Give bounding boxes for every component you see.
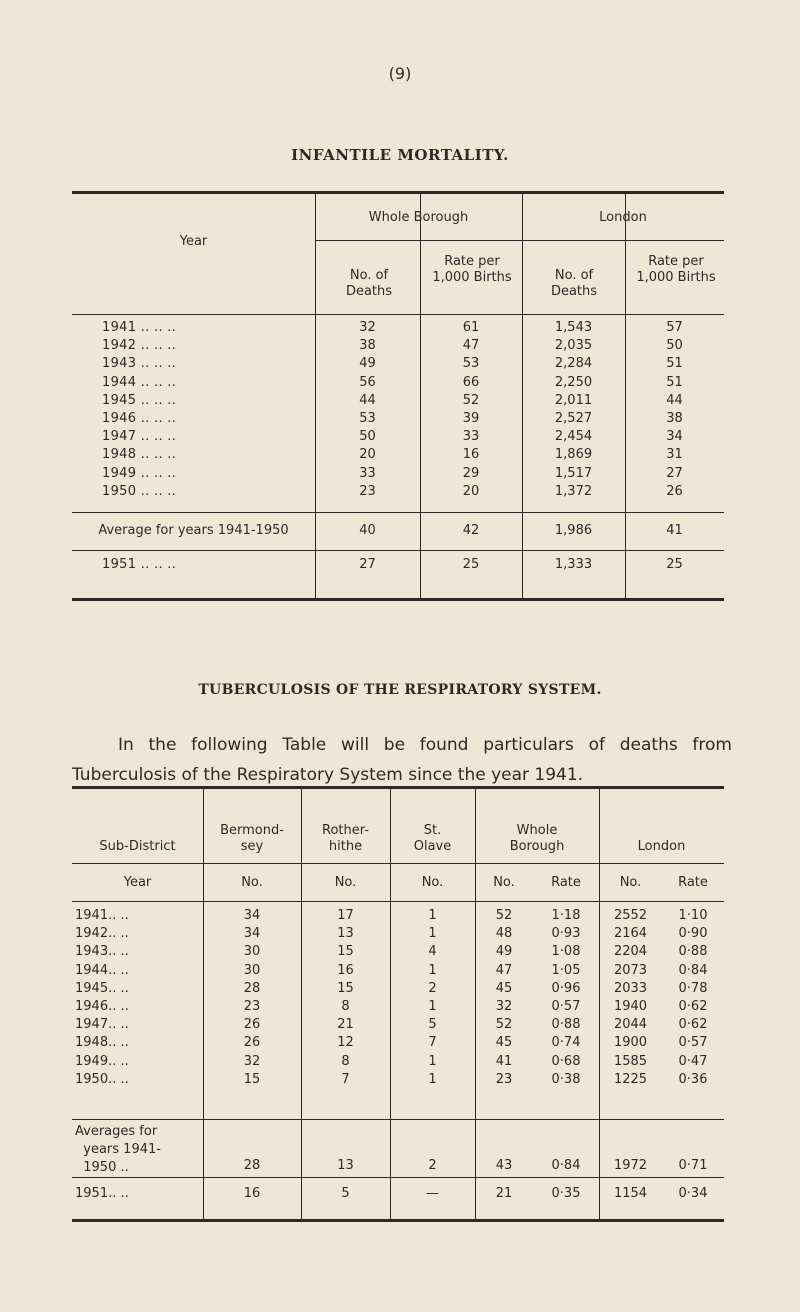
header-divider — [72, 901, 724, 902]
header-wb-no: No. — [493, 875, 515, 890]
london-deaths-cell: 1,543 — [554, 320, 593, 335]
table-row — [72, 943, 724, 961]
london-rate-cell: 0·88 — [678, 944, 708, 960]
wb-rate-cell: 39 — [462, 410, 480, 426]
rotherhithe-cell: 5 — [341, 1186, 350, 1201]
london-no-cell: 1940 — [613, 998, 648, 1014]
london-no-cell: 2204 — [613, 944, 648, 960]
london-deaths-cell: 2,454 — [554, 429, 593, 445]
london-rate-cell: 50 — [666, 338, 683, 354]
london-rate-cell: 0·62 — [678, 1017, 708, 1033]
wb-rate-cell: 16 — [462, 447, 480, 463]
st-olave-cell: 1 — [428, 926, 437, 942]
london-no-cell: 2164 — [613, 926, 648, 942]
table-row — [72, 925, 724, 943]
wb-deaths-cell: 44 — [359, 392, 376, 408]
year-cell: 1945.. .. — [75, 980, 129, 996]
header-whole-borough: Whole Borough — [509, 823, 565, 854]
wb-deaths-cell: 20 — [359, 447, 376, 463]
wb-deaths-cell: 27 — [359, 557, 376, 572]
london-no-cell: 1585 — [613, 1053, 648, 1069]
st-olave-cell: 7 — [428, 1035, 437, 1051]
st-olave-cell: — — [426, 1186, 439, 1201]
table-row — [72, 1034, 724, 1052]
wb-rate-cell: 52 — [462, 392, 480, 408]
tuberculosis-title: TUBERCULOSIS OF THE RESPIRATORY SYSTEM. — [198, 682, 602, 698]
table-row — [72, 428, 724, 446]
london-rate-cell: 0·36 — [678, 1071, 708, 1087]
row-divider — [72, 550, 724, 551]
london-no-cell: 2073 — [613, 962, 648, 978]
london-rate-cell: 0·62 — [678, 998, 708, 1014]
table-row — [72, 1071, 724, 1089]
year-cell: 1944 .. .. .. — [102, 374, 177, 390]
tuberculosis-table — [72, 786, 724, 1222]
header-sub-district: Sub-District — [99, 839, 176, 854]
wb-no-cell: 43 — [495, 1158, 513, 1173]
wb-rate-cell: 25 — [462, 557, 480, 572]
london-rate-cell: 0·47 — [678, 1053, 708, 1069]
table-row — [72, 1016, 724, 1034]
table-row — [72, 1053, 724, 1071]
rotherhithe-cell: 12 — [337, 1035, 354, 1051]
st-olave-cell: 1 — [428, 962, 437, 978]
table-row — [72, 483, 724, 501]
year-cell: 1942.. .. — [75, 926, 129, 942]
london-deaths-cell: 2,527 — [554, 410, 593, 426]
wb-rate-cell: 0·68 — [551, 1053, 581, 1069]
year-cell: 1941 .. .. .. — [102, 320, 177, 335]
london-rate-cell: 0·57 — [678, 1035, 708, 1051]
year-cell: 1948 .. .. .. — [102, 447, 177, 463]
wb-deaths-cell: 38 — [359, 338, 376, 354]
year-cell: 1950 .. .. .. — [102, 483, 177, 499]
averages-row — [72, 1123, 724, 1175]
london-deaths-cell: 2,250 — [554, 374, 593, 390]
london-deaths-cell: 1,986 — [554, 523, 593, 538]
header-year: Year — [179, 234, 208, 249]
year-cell: 1947.. .. — [75, 1017, 129, 1033]
london-no-cell: 2033 — [613, 980, 648, 996]
rotherhithe-cell: 13 — [337, 1158, 354, 1173]
header-whole-borough: Whole Borough — [368, 210, 469, 225]
row-divider — [72, 1119, 724, 1120]
rotherhithe-cell: 15 — [337, 980, 354, 996]
year-cell: 1949 .. .. .. — [102, 465, 177, 481]
london-no-cell: 2552 — [613, 908, 648, 923]
wb-deaths-cell: 53 — [359, 410, 376, 426]
wb-rate-cell: 1·18 — [551, 908, 581, 923]
wb-no-cell: 52 — [495, 908, 513, 923]
wb-no-cell: 52 — [495, 1017, 513, 1033]
table-row — [72, 907, 724, 925]
rotherhithe-cell: 15 — [337, 944, 354, 960]
wb-rate-cell: 0·96 — [551, 980, 581, 996]
bermondsey-cell: 34 — [243, 908, 261, 923]
header-london: London — [599, 210, 647, 225]
wb-deaths-cell: 23 — [359, 483, 376, 499]
london-rate-cell: 38 — [666, 410, 683, 426]
wb-deaths-cell: 50 — [359, 429, 376, 445]
wb-rate-cell: 20 — [462, 483, 480, 499]
wb-rate-cell: 47 — [462, 338, 480, 354]
table-row — [72, 998, 724, 1016]
average-label: Average for years 1941-1950 — [98, 523, 289, 538]
wb-deaths-cell: 56 — [359, 374, 376, 390]
year-cell: 1946.. .. — [75, 998, 129, 1014]
wb-rate-cell: 0·74 — [551, 1035, 581, 1051]
header-st-olave-no: No. — [421, 875, 444, 890]
table-row — [72, 355, 724, 373]
header-wb-deaths: No. of Deaths — [345, 268, 393, 299]
london-rate-cell: 0·34 — [678, 1186, 708, 1201]
london-rate-cell: 51 — [666, 374, 683, 390]
london-deaths-cell: 1,517 — [554, 465, 593, 481]
wb-no-cell: 45 — [495, 1035, 513, 1051]
london-rate-cell: 44 — [666, 392, 683, 408]
bermondsey-cell: 23 — [243, 998, 261, 1014]
year-cell: 1947 .. .. .. — [102, 429, 177, 445]
bermondsey-cell: 30 — [243, 944, 261, 960]
london-rate-cell: 0·90 — [678, 926, 708, 942]
header-london-deaths: No. of Deaths — [550, 268, 598, 299]
london-no-cell: 2044 — [613, 1017, 648, 1033]
year-1951-row — [72, 556, 724, 574]
st-olave-cell: 1 — [428, 908, 437, 923]
london-rate-cell: 26 — [666, 483, 683, 499]
wb-rate-cell: 0·38 — [551, 1071, 581, 1087]
rotherhithe-cell: 8 — [341, 998, 350, 1014]
table-row — [72, 465, 724, 483]
year-1951-row — [72, 1185, 724, 1203]
st-olave-cell: 4 — [428, 944, 437, 960]
header-divider — [315, 240, 724, 241]
average-row — [72, 522, 724, 540]
year-cell: 1949.. .. — [75, 1053, 129, 1069]
header-wb-rate: Rate per 1,000 Births — [432, 254, 512, 285]
row-divider — [72, 512, 724, 513]
london-no-cell: 1154 — [613, 1186, 648, 1201]
wb-rate-cell: 0·88 — [551, 1017, 581, 1033]
wb-rate-cell: 66 — [462, 374, 480, 390]
wb-no-cell: 21 — [495, 1186, 513, 1201]
london-rate-cell: 34 — [666, 429, 683, 445]
year-cell: 1951 .. .. .. — [102, 557, 177, 572]
london-no-cell: 1972 — [613, 1158, 648, 1173]
wb-deaths-cell: 49 — [359, 356, 376, 372]
wb-rate-cell: 0·57 — [551, 998, 581, 1014]
bermondsey-cell: 26 — [243, 1017, 261, 1033]
header-divider — [72, 863, 724, 864]
wb-rate-cell: 1·05 — [551, 962, 581, 978]
wb-no-cell: 41 — [495, 1053, 513, 1069]
london-rate-cell: 1·10 — [678, 908, 708, 923]
wb-no-cell: 48 — [495, 926, 513, 942]
london-rate-cell: 27 — [666, 465, 683, 481]
london-deaths-cell: 1,333 — [554, 557, 593, 572]
table-row — [72, 392, 724, 410]
page-number: (9) — [388, 64, 412, 83]
header-london-rate: Rate per 1,000 Births — [636, 254, 716, 285]
st-olave-cell: 2 — [428, 1158, 437, 1173]
year-cell: 1942 .. .. .. — [102, 338, 177, 354]
london-deaths-cell: 2,011 — [554, 392, 593, 408]
wb-rate-cell: 53 — [462, 356, 480, 372]
st-olave-cell: 1 — [428, 1071, 437, 1087]
london-rate-cell: 0·78 — [678, 980, 708, 996]
bermondsey-cell: 32 — [243, 1053, 261, 1069]
wb-rate-cell: 0·93 — [551, 926, 581, 942]
table-row — [72, 962, 724, 980]
london-deaths-cell: 2,284 — [554, 356, 593, 372]
year-cell: 1946 .. .. .. — [102, 410, 177, 426]
london-rate-cell: 0·71 — [678, 1158, 708, 1173]
year-cell: 1944.. .. — [75, 962, 129, 978]
header-year: Year — [123, 875, 152, 890]
wb-no-cell: 49 — [495, 944, 513, 960]
bermondsey-cell: 16 — [243, 1186, 261, 1201]
london-deaths-cell: 2,035 — [554, 338, 593, 354]
rotherhithe-cell: 8 — [341, 1053, 350, 1069]
rotherhithe-cell: 13 — [337, 926, 354, 942]
london-no-cell: 1225 — [613, 1071, 648, 1087]
wb-no-cell: 32 — [495, 998, 513, 1014]
wb-no-cell: 23 — [495, 1071, 513, 1087]
header-bermondsey: Bermond- sey — [220, 823, 284, 854]
st-olave-cell: 1 — [428, 1053, 437, 1069]
rotherhithe-cell: 7 — [341, 1071, 350, 1087]
infantile-mortality-table — [72, 191, 724, 601]
table-row — [72, 980, 724, 998]
header-london: London — [637, 839, 686, 854]
london-rate-cell: 25 — [666, 557, 683, 572]
bermondsey-cell: 30 — [243, 962, 261, 978]
header-wb-rate: Rate — [551, 875, 581, 890]
london-rate-cell: 0·84 — [678, 962, 708, 978]
header-rotherhithe-no: No. — [334, 875, 357, 890]
rotherhithe-cell: 17 — [337, 908, 354, 923]
wb-rate-cell: 33 — [462, 429, 480, 445]
infantile-rows — [72, 319, 724, 501]
header-divider — [72, 314, 724, 315]
london-rate-cell: 57 — [666, 320, 683, 335]
table-row — [72, 319, 724, 337]
year-cell: 1951.. .. — [75, 1186, 129, 1201]
rotherhithe-cell: 21 — [337, 1017, 354, 1033]
london-deaths-cell: 1,869 — [554, 447, 593, 463]
wb-rate-cell: 61 — [462, 320, 480, 335]
st-olave-cell: 1 — [428, 998, 437, 1014]
wb-rate-cell: 0·35 — [551, 1186, 581, 1201]
infantile-mortality-title: INFANTILE MORTALITY. — [291, 146, 509, 164]
wb-rate-cell: 29 — [462, 465, 480, 481]
header-london-rate: Rate — [678, 875, 708, 890]
wb-rate-cell: 1·08 — [551, 944, 581, 960]
london-rate-cell: 51 — [666, 356, 683, 372]
wb-no-cell: 47 — [495, 962, 513, 978]
table-row — [72, 410, 724, 428]
year-cell: 1948.. .. — [75, 1035, 129, 1051]
tuberculosis-rows — [72, 907, 724, 1089]
year-cell: 1950.. .. — [75, 1071, 129, 1087]
year-cell: 1941.. .. — [75, 908, 129, 923]
wb-deaths-cell: 33 — [359, 465, 376, 481]
london-deaths-cell: 1,372 — [554, 483, 593, 499]
year-cell: 1943 .. .. .. — [102, 356, 177, 372]
year-cell: 1945 .. .. .. — [102, 392, 177, 408]
bermondsey-cell: 26 — [243, 1035, 261, 1051]
bermondsey-cell: 15 — [243, 1071, 261, 1087]
table-row — [72, 374, 724, 392]
wb-deaths-cell: 40 — [359, 523, 376, 538]
table-row — [72, 337, 724, 355]
london-rate-cell: 31 — [666, 447, 683, 463]
bermondsey-cell: 28 — [243, 1158, 261, 1173]
london-no-cell: 1900 — [613, 1035, 648, 1051]
table-row — [72, 446, 724, 464]
header-bermondsey-no: No. — [241, 875, 263, 890]
bermondsey-cell: 34 — [243, 926, 261, 942]
year-cell: 1943.. .. — [75, 944, 129, 960]
wb-deaths-cell: 32 — [359, 320, 376, 335]
wb-no-cell: 45 — [495, 980, 513, 996]
header-london-no: No. — [619, 875, 642, 890]
wb-rate-cell: 0·84 — [551, 1158, 581, 1173]
averages-label: Averages for years 1941- 1950 .. — [75, 1124, 161, 1175]
rotherhithe-cell: 16 — [337, 962, 354, 978]
wb-rate-cell: 42 — [462, 523, 480, 538]
tuberculosis-intro: In the following Table will be found particulars of deaths from Tuberculosis of the Respiratory System since the year 1941. — [72, 735, 732, 785]
header-st-olave: St. Olave — [413, 823, 452, 854]
st-olave-cell: 5 — [428, 1017, 437, 1033]
header-rotherhithe: Rother- hithe — [322, 823, 369, 854]
st-olave-cell: 2 — [428, 980, 437, 996]
london-rate-cell: 41 — [666, 523, 683, 538]
row-divider — [72, 1177, 724, 1178]
bermondsey-cell: 28 — [243, 980, 261, 996]
